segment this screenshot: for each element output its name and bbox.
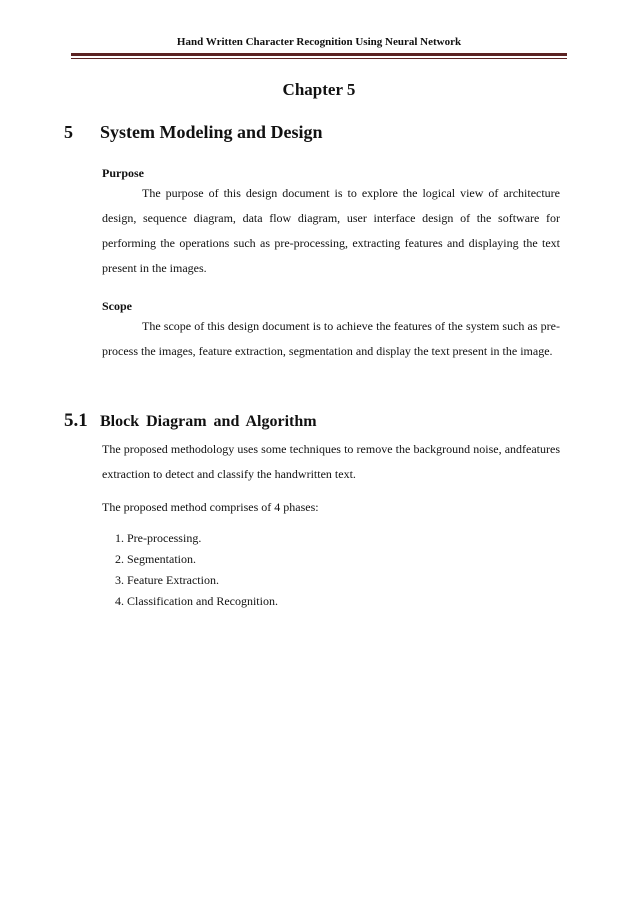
phase-list (115, 528, 278, 612)
running-header: Hand Written Character Recognition Using Neural Network (176, 36, 462, 48)
header-rule-thick (71, 53, 567, 56)
section-number: 5 (64, 122, 73, 142)
scope-label: Scope (102, 299, 132, 313)
subsection-heading (64, 410, 317, 432)
header-rule-thin (71, 58, 567, 59)
methodology-paragraph: The proposed methodology uses some techniques to remove the background noise, andfeatures extraction to detect and classify the handwritten text. (102, 442, 560, 481)
purpose-paragraph: The purpose of this design document is to explore the logical view of architecture design, sequence diagram, data flow diagram, user interface design of the software for performing the operations such as pre-processing, extracting features and displaying the text present in the images. (102, 186, 560, 275)
list-item: 2. Segmentation. (115, 552, 196, 566)
purpose-label: Purpose (102, 166, 144, 180)
list-item: 4. Classification and Recognition. (115, 594, 278, 608)
phases-intro: The proposed method comprises of 4 phases: (102, 500, 319, 514)
chapter-title: Chapter 5 (282, 80, 356, 99)
subsection-number: 5.1 (64, 410, 88, 431)
section-heading (64, 122, 323, 143)
list-item: 3. Feature Extraction. (115, 573, 219, 587)
section-title: System Modeling and Design (100, 122, 323, 142)
scope-paragraph: The scope of this design document is to achieve the features of the system such as pre-process the images, feature extraction, segmentation and display the text present in the image. (102, 319, 560, 358)
subsection-title: Block Diagram and Algorithm (100, 413, 317, 430)
list-item: 1. Pre-processing. (115, 531, 202, 545)
